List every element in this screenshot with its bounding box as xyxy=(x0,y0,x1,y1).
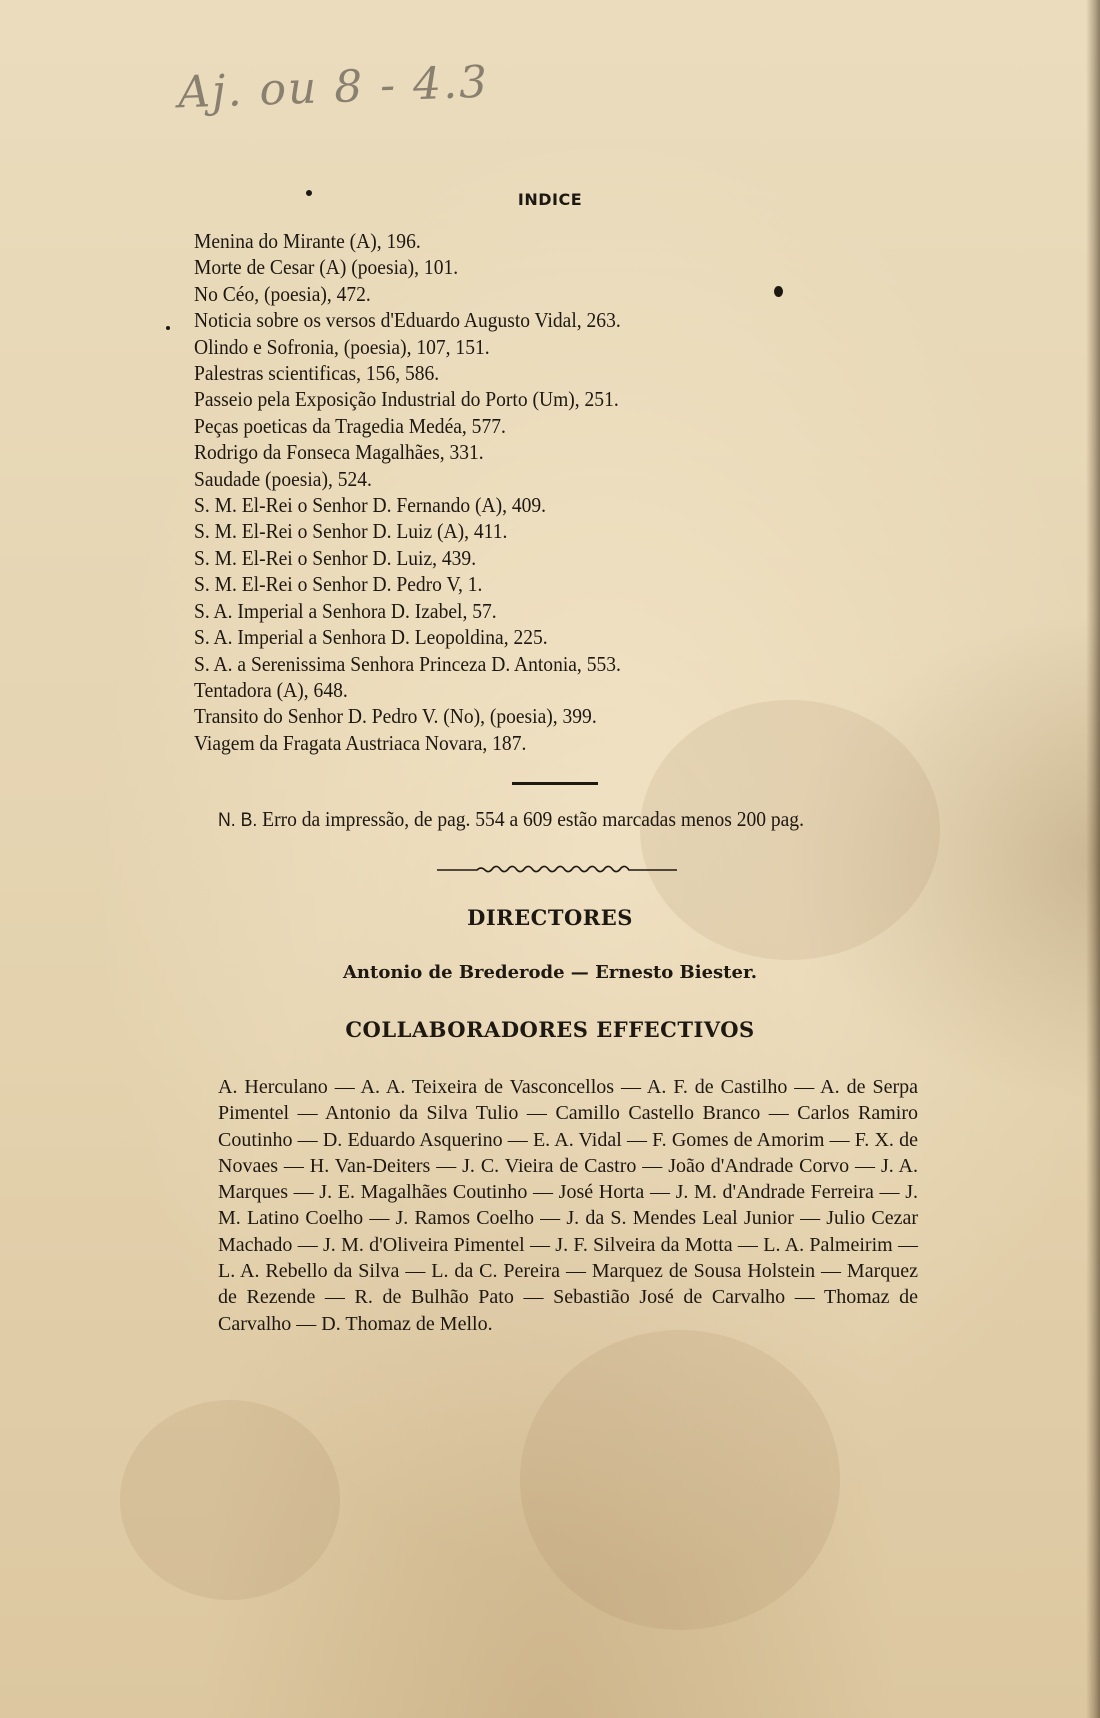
collaboradores-list: A. Herculano — A. A. Teixeira de Vasconcellos — A. F. de Castilho — A. de Serpa Pimentel — Antonio da Silva Tulio — Camillo Castello Branco — Carlos Ramiro Coutinho — D. Eduardo Asquerino — E. A. Vidal — F. Gomes de Amorim — F. X. de Novaes — H. Van-Deiters — J. C. Vieira de Castro — João d'Andrade Corvo — J. A. Marques — J. E. Magalhães Coutinho — José Horta — J. M. d'Andrade Ferreira — J. M. Latino Coelho — J. Ramos Coelho — J. da S. Mendes Leal Junior — Julio Cezar Machado — J. M. d'Oliveira Pimentel — J. F. Silveira da Motta — L. A. Palmeirim — L. A. Rebello da Silva — L. da C. Pereira — Marquez de Sousa Holstein — Marquez de Rezende — R. de Bulhão Pato — Sebastião José de Carvalho — Thomaz de Carvalho — D. Thomaz de Mello. xyxy=(218,1076,918,1335)
ink-speck xyxy=(166,326,170,330)
page-edge-shadow xyxy=(1086,0,1100,1718)
errata-label: N. B. xyxy=(218,810,258,831)
errata-note xyxy=(218,806,888,834)
handwritten-shelfmark: Aj. ou 8 - 4.3 xyxy=(177,56,490,119)
index-entry: No Céo, (poesia), 472. xyxy=(194,281,371,306)
index-entry: Passeio pela Exposição Industrial do Porto (Um), 251. xyxy=(194,387,619,412)
index-entry: S. M. El-Rei o Senhor D. Pedro V, 1. xyxy=(194,572,483,597)
index-entry: S. A. Imperial a Senhora D. Leopoldina, 225. xyxy=(194,625,548,650)
collaboradores-heading: COLLABORADORES EFFECTIVOS xyxy=(345,1017,755,1042)
directores-heading: DIRECTORES xyxy=(467,905,633,930)
index-entry: Rodrigo da Fonseca Magalhães, 331. xyxy=(194,440,484,465)
index-entry: Menina do Mirante (A), 196. xyxy=(194,229,421,253)
index-entry: S. A. Imperial a Senhora D. Izabel, 57. xyxy=(194,598,497,623)
index-entry: Transito do Senhor D. Pedro V. (No), (poesia), 399. xyxy=(194,704,597,729)
index-entry: S. M. El-Rei o Senhor D. Luiz, 439. xyxy=(194,545,477,570)
index-entry: Olindo e Sofronia, (poesia), 107, 151. xyxy=(194,334,490,359)
index-entry: Viagem da Fragata Austriaca Novara, 187. xyxy=(194,730,527,755)
index-entry: S. A. a Serenissima Senhora Princeza D. Antonia, 553. xyxy=(194,651,621,676)
paper-stain xyxy=(520,1330,840,1630)
index-title: INDICE xyxy=(517,190,583,209)
directores-names: Antonio de Brederode — Ernesto Biester. xyxy=(342,962,758,983)
index-entry: Noticia sobre os versos d'Eduardo Augusto Vidal, 263. xyxy=(194,308,621,333)
index-entry: S. M. El-Rei o Senhor D. Luiz (A), 411. xyxy=(194,519,508,544)
section-divider-rule xyxy=(512,782,598,785)
index-entry: Palestras scientificas, 156, 586. xyxy=(194,361,440,386)
index-entry: Tentadora (A), 648. xyxy=(194,677,348,702)
wavy-ornament-divider xyxy=(437,862,677,876)
index-entry: S. M. El-Rei o Senhor D. Fernando (A), 409. xyxy=(194,493,547,518)
index-list xyxy=(194,228,914,756)
paper-stain xyxy=(120,1400,340,1600)
errata-text: Erro da impressão, de pag. 554 a 609 estão marcadas menos 200 pag. xyxy=(262,807,804,831)
index-entry: Peças poeticas da Tragedia Medéa, 577. xyxy=(194,413,506,438)
index-entry: Saudade (poesia), 524. xyxy=(194,466,372,491)
index-entry: Morte de Cesar (A) (poesia), 101. xyxy=(194,255,459,280)
